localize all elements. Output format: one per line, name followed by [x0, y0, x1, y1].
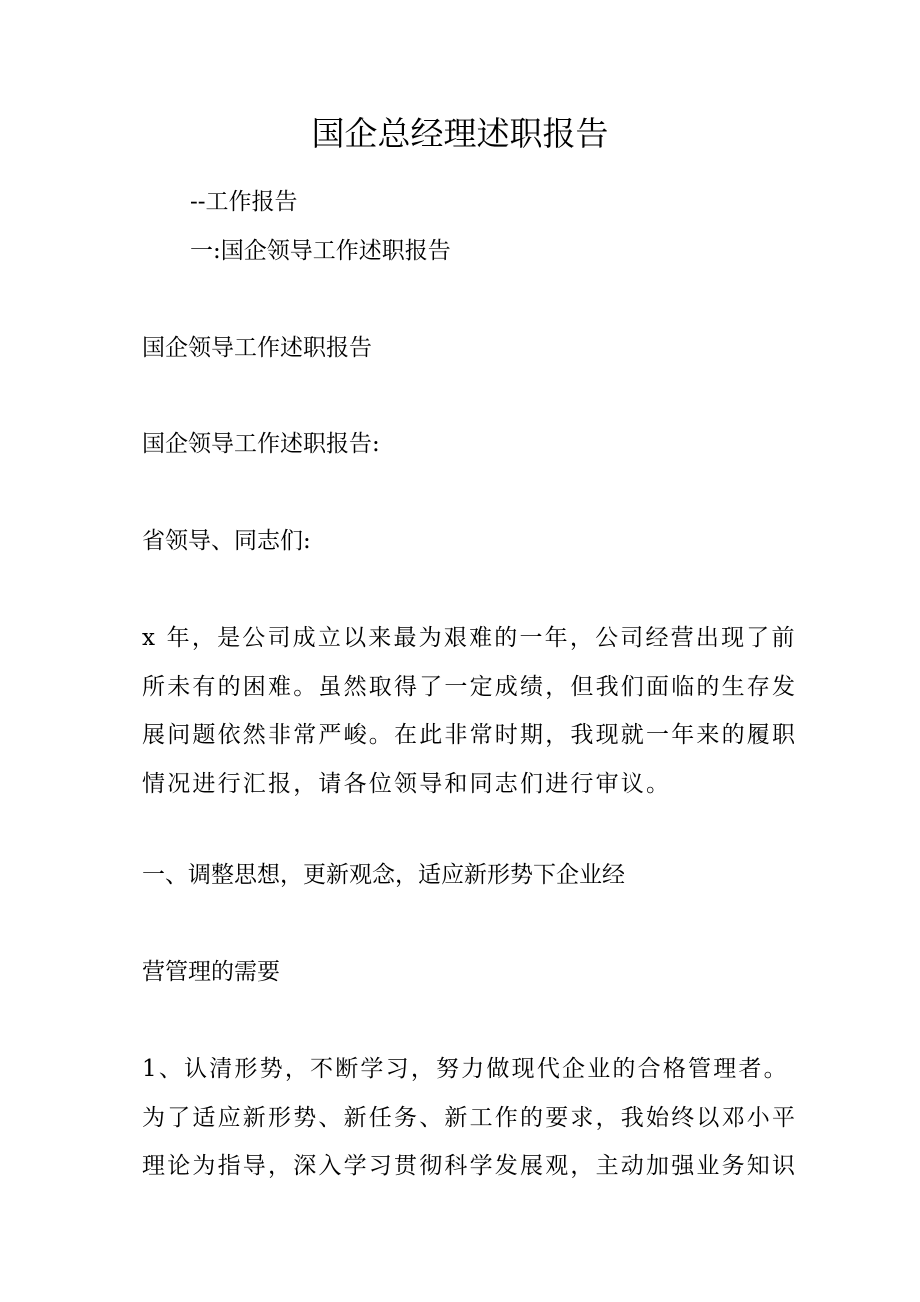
section-label: 一:国企领导工作述职报告: [190, 238, 451, 264]
document-title: 国企总经理述职报告: [311, 114, 609, 153]
heading: 国企领导工作述职报告: [142, 335, 372, 361]
paragraph-1-line: 所未有的困难。虽然取得了一定成绩，但我们面临的生存发: [142, 673, 798, 700]
paragraph-1: [142, 614, 798, 808]
paragraph-2: [142, 1045, 798, 1191]
paragraph-2-line: 1、认清形势，不断学习，努力做现代企业的合格管理者。: [142, 1056, 789, 1082]
paragraph-1-line: 展问题依然非常严峻。在此非常时期，我现就一年来的履职: [142, 722, 798, 748]
document-subtitle: --工作报告: [190, 189, 298, 215]
section-1-heading: 一、调整思想，更新观念，适应新形势下企业经: [142, 862, 625, 888]
salutation: 省领导、同志们:: [142, 528, 311, 554]
section-1-heading-continued: 营管理的需要: [142, 959, 280, 985]
paragraph-1-line: x 年，是公司成立以来最为艰难的一年，公司经营出现了前: [142, 625, 797, 651]
paragraph-1-line: 情况进行汇报，请各位领导和同志们进行审议。: [142, 770, 672, 797]
heading-with-colon: 国企领导工作述职报告:: [142, 431, 380, 457]
paragraph-2-line: 理论为指导，深入学习贯彻科学发展观，主动加强业务知识: [142, 1153, 798, 1179]
paragraph-2-line: 为了适应新形势、新任务、新工作的要求，我始终以邓小平: [142, 1104, 798, 1131]
